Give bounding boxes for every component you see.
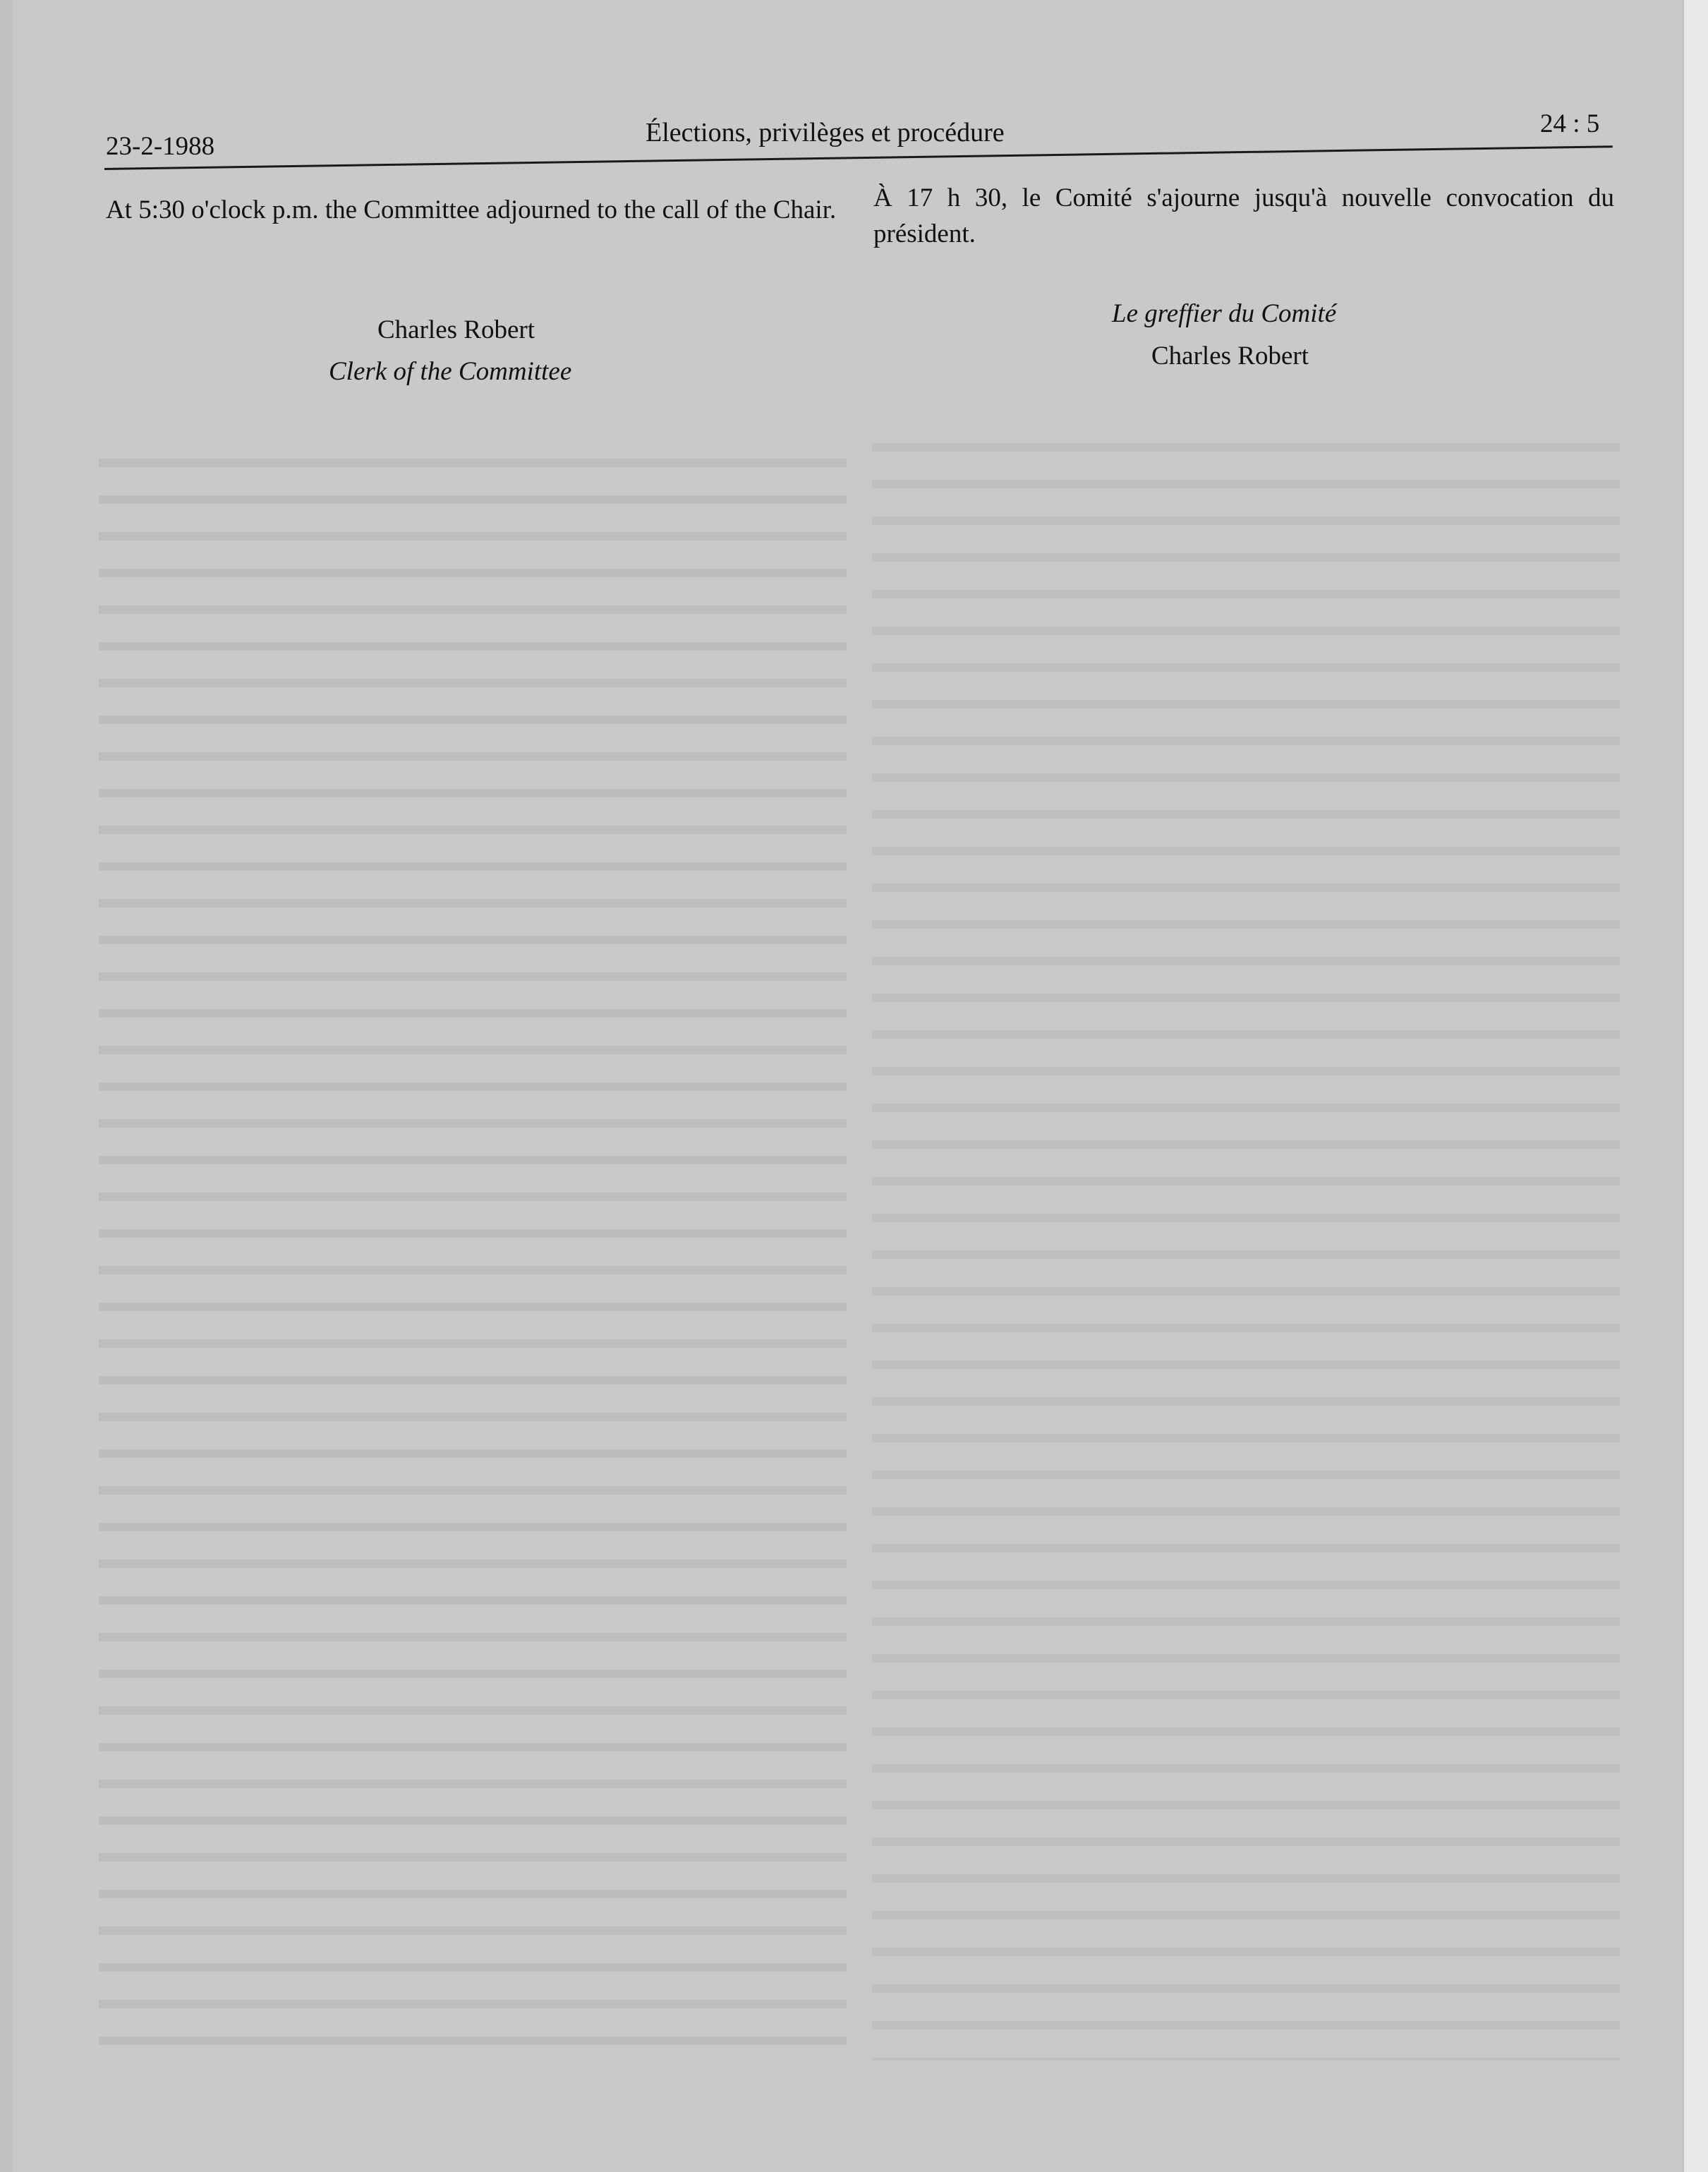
page-left-edge [0,0,13,2172]
french-clerk-name: Charles Robert [1151,342,1309,370]
header-page-number: 24 : 5 [1540,109,1600,138]
page-right-edge [1683,0,1708,2172]
english-clerk-name: Charles Robert [377,315,535,344]
header-title: Élections, privilèges et procédure [646,118,1005,147]
english-clerk-title: Clerk of the Committee [329,357,572,386]
show-through-left [99,438,847,2061]
header-rule [104,145,1613,170]
show-through-right [872,423,1620,2061]
header-date: 23-2-1988 [106,132,215,161]
french-adjournment-text: À 17 h 30, le Comité s'ajourne jusqu'à nouvelle convocation du président. [873,183,1614,248]
english-adjournment-text: At 5:30 o'clock p.m. the Committee adjourned to the call of the Chair. [106,195,837,224]
french-clerk-title: Le greffier du Comité [1112,299,1337,328]
